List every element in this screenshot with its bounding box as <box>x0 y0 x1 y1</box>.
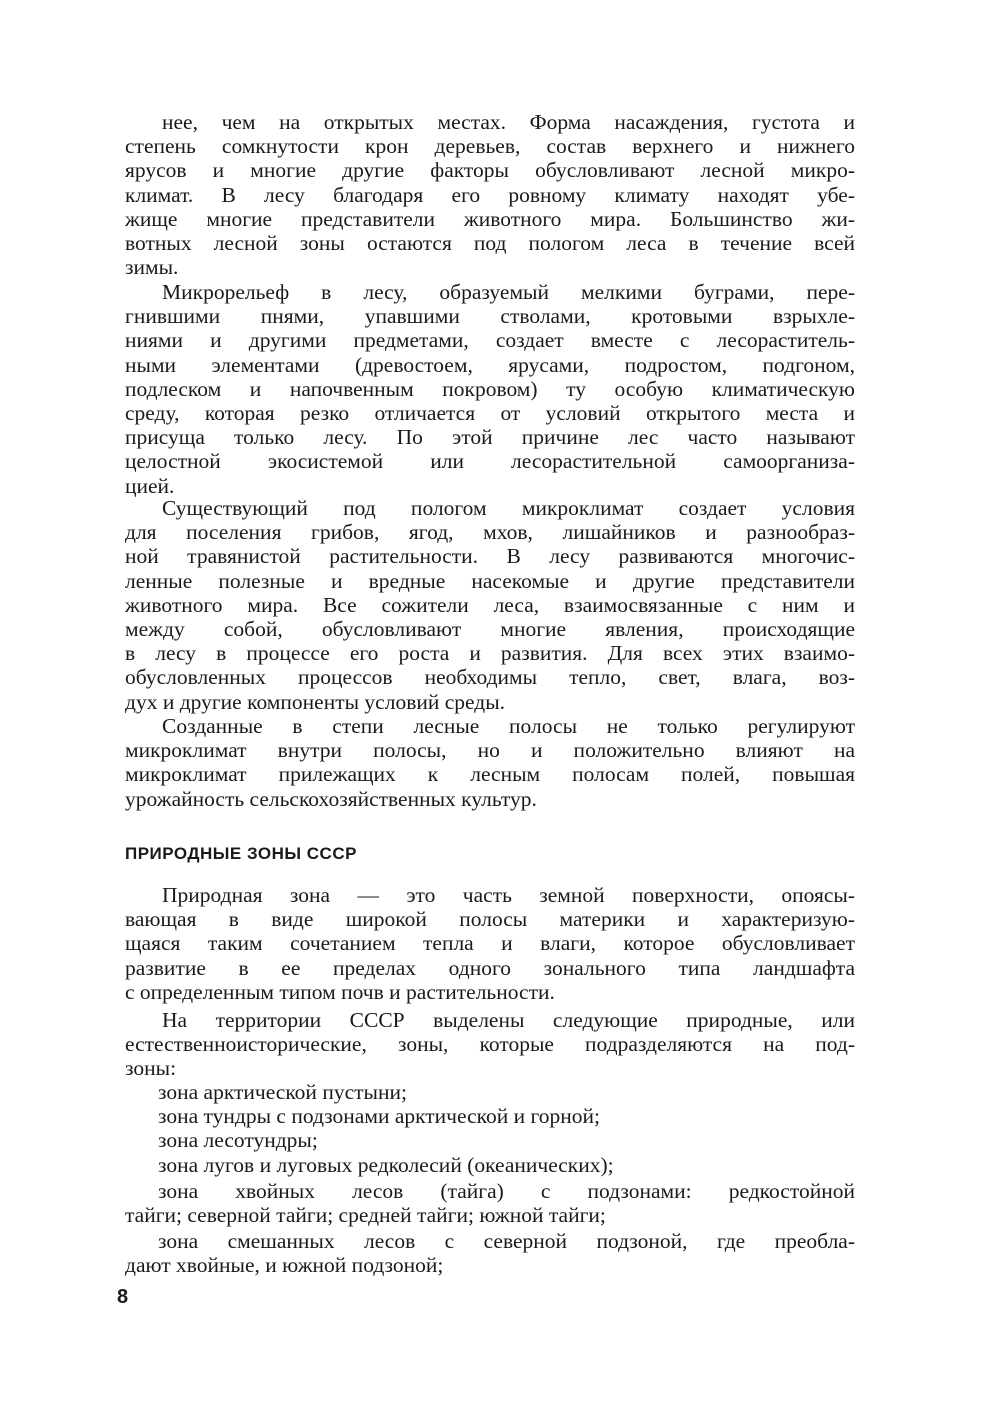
text-line: тайги; северной тайги; средней тайги; южной тайги; <box>125 1202 606 1227</box>
text-line: гнившими пнями, упавшими стволами, кротовыми взрыхле- <box>125 304 855 329</box>
zone-list <box>125 1080 855 1278</box>
text-line: среду, которая резко отличается от условий открытого места и <box>125 400 855 425</box>
text-line: нее, чем на открытых местах. Форма насаждения, густота и <box>162 110 855 134</box>
text-line: урожайность сельскохозяйственных культур. <box>125 786 537 811</box>
text-line: вотных лесной зоны остаются под пологом леса в течение всей <box>125 230 855 255</box>
text-line: зона хвойных лесов (тайга) с подзонами: редкостойной <box>158 1178 855 1203</box>
text-line: между собой, обусловливают многие явления, происходящие <box>125 616 855 641</box>
text-line: зона тундры с подзонами арктической и горной; <box>158 1104 600 1129</box>
text-line: зона арктической пустыни; <box>158 1080 407 1104</box>
text-line: ниями и другими предметами, создает вместе с лесораститель- <box>125 328 855 353</box>
text-line: дух и другие компоненты условий среды. <box>125 689 506 714</box>
paragraph-4 <box>125 714 855 811</box>
text-line: естественноисторические, зоны, которые подразделяются на под- <box>125 1032 855 1057</box>
paragraph-3 <box>125 496 855 714</box>
text-line: в лесу в процессе его роста и развития. Для всех этих взаимо- <box>125 641 855 666</box>
list-item <box>125 1153 855 1177</box>
text-line: зона лесотундры; <box>158 1128 318 1153</box>
text-line: развитие в ее пределах одного зонального типа ландшафта <box>125 955 855 980</box>
text-line: Природная зона — это часть земной поверхности, опоясы- <box>162 883 855 907</box>
text-line: степень сомкнутости крон деревьев, состав верхнего и нижнего <box>125 134 855 159</box>
text-line: ярусов и многие другие факторы обусловливают лесной микро- <box>125 158 855 183</box>
section-paragraph-2 <box>125 1008 855 1081</box>
paragraph-1 <box>125 110 855 279</box>
text-line: цией. <box>125 473 175 498</box>
list-item <box>125 1179 855 1227</box>
text-line: ной травянистой растительности. В лесу развиваются многочис- <box>125 544 855 569</box>
text-line: На территории СССР выделены следующие природные, или <box>162 1008 855 1032</box>
paragraph-2 <box>125 280 855 498</box>
text-line: климат. В лесу благодаря его ровному климату находят убе- <box>125 182 855 207</box>
page-number: 8 <box>117 1286 129 1308</box>
text-line: обусловленных процессов необходимы тепло, свет, влага, воз- <box>125 665 855 690</box>
text-line: зона лугов и луговых редколесий (океанических); <box>158 1152 614 1177</box>
text-line: с определенным типом почв и растительности. <box>125 979 555 1004</box>
text-line: микроклимат прилежащих к лесным полосам полей, повышая <box>125 762 855 787</box>
text-line: присуща только лесу. По этой причине лес часто называют <box>125 425 855 450</box>
list-item <box>125 1128 855 1152</box>
text-line: подлеском и напочвенным покровом) ту особую климатическую <box>125 376 855 401</box>
text-line: Созданные в степи лесные полосы не только регулируют <box>162 714 855 738</box>
text-line: вающая в виде широкой полосы материки и характеризую- <box>125 907 855 932</box>
text-line: зимы. <box>125 255 179 280</box>
text-line: зоны: <box>125 1056 177 1081</box>
text-line: животного мира. Все сожители леса, взаимосвязанные с ним и <box>125 592 855 617</box>
list-item <box>125 1229 855 1277</box>
text-line: щаяся таким сочетанием тепла и влаги, которое обусловливает <box>125 931 855 956</box>
text-line: микроклимат внутри полосы, но и положительно влияют на <box>125 738 855 763</box>
text-line: для поселения грибов, ягод, мхов, лишайников и разнообраз- <box>125 520 855 545</box>
text-line: зона смешанных лесов с северной подзоной, где преобла- <box>158 1229 855 1254</box>
list-item <box>125 1104 855 1128</box>
text-line: жище многие представители животного мира. Большинство жи- <box>125 206 855 231</box>
text-line: дают хвойные, и южной подзоной; <box>125 1253 444 1278</box>
text-line: ленные полезные и вредные насекомые и другие представители <box>125 568 855 593</box>
text-line: Существующий под пологом микроклимат создает условия <box>162 496 855 520</box>
text-line: Микрорельеф в лесу, образуемый мелкими буграми, пере- <box>162 280 855 304</box>
section-paragraph-1 <box>125 883 855 1004</box>
section-heading: ПРИРОДНЫЕ ЗОНЫ СССР <box>125 844 357 863</box>
text-line: целостной экосистемой или лесорастительной самоорганиза- <box>125 449 855 474</box>
list-item <box>125 1080 855 1104</box>
text-line: ными элементами (древостоем, ярусами, подростом, подгоном, <box>125 352 855 377</box>
